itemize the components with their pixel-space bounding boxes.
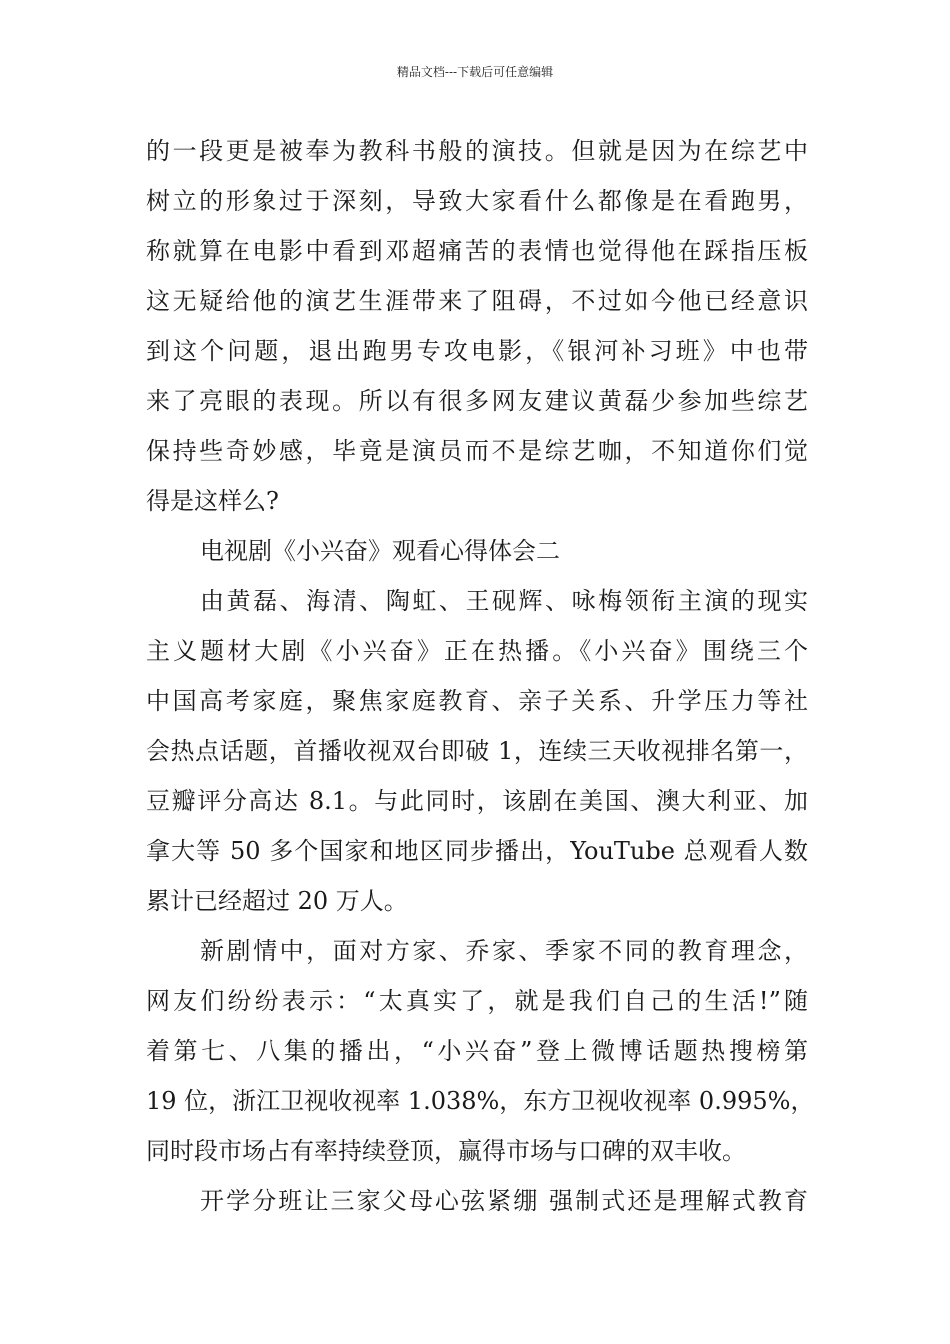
text-line: 同时段市场占有率持续登顶，赢得市场与口碑的双丰收。 (146, 1137, 746, 1165)
text-line: 到这个问题，退出跑男专攻电影，《银河补习班》中也带 (146, 337, 808, 365)
section-heading: 电视剧《小兴奋》观看心得体会二 (200, 537, 560, 565)
text-line: 网友们纷纷表示：“太真实了，就是我们自己的生活!”随 (146, 987, 808, 1015)
text-line: 树立的形象过于深刻，导致大家看什么都像是在看跑男， (146, 187, 808, 215)
text-line: 的一段更是被奉为教科书般的演技。但就是因为在综艺中 (146, 137, 808, 165)
paragraph (146, 126, 808, 526)
text-line: 来了亮眼的表现。所以有很多网友建议黄磊少参加些综艺 (146, 387, 808, 415)
text-line: 主义题材大剧《小兴奋》正在热播。《小兴奋》围绕三个 (146, 637, 808, 665)
text-line: 保持些奇妙感，毕竟是演员而不是综艺咖，不知道你们觉 (146, 437, 808, 465)
text-line: 着第七、八集的播出，“小兴奋”登上微博话题热搜榜第 (146, 1037, 808, 1065)
paragraph (146, 576, 808, 926)
paragraph (146, 926, 815, 1176)
text-line: 中国高考家庭，聚焦家庭教育、亲子关系、升学压力等社 (146, 687, 808, 715)
page-header: 精品文档---下载后可任意编辑 (396, 65, 554, 79)
paragraph (146, 1176, 808, 1226)
text-line: 19 位，浙江卫视收视率 1.038%，东方卫视收视率 0.995%， (146, 1087, 815, 1115)
text-line: 开学分班让三家父母心弦紧绷 强制式还是理解式教育 (200, 1187, 808, 1215)
document-body (146, 126, 815, 1226)
text-line: 这无疑给他的演艺生涯带来了阻碍，不过如今他已经意识 (146, 287, 808, 315)
text-line: 由黄磊、海清、陶虹、王砚辉、咏梅领衔主演的现实 (200, 587, 808, 615)
text-line: 新剧情中，面对方家、乔家、季家不同的教育理念， (200, 937, 808, 965)
text-line: 称就算在电影中看到邓超痛苦的表情也觉得他在踩指压板 (146, 237, 808, 265)
section-heading-block (146, 526, 808, 576)
text-line: 拿大等 50 多个国家和地区同步播出，YouTube 总观看人数 (146, 837, 808, 865)
text-line: 会热点话题，首播收视双台即破 1，连续三天收视排名第一， (146, 737, 808, 765)
text-line: 得是这样么? (146, 487, 279, 515)
text-line: 累计已经超过 20 万人。 (146, 887, 408, 915)
text-line: 豆瓣评分高达 8.1。与此同时，该剧在美国、澳大利亚、加 (146, 787, 808, 815)
